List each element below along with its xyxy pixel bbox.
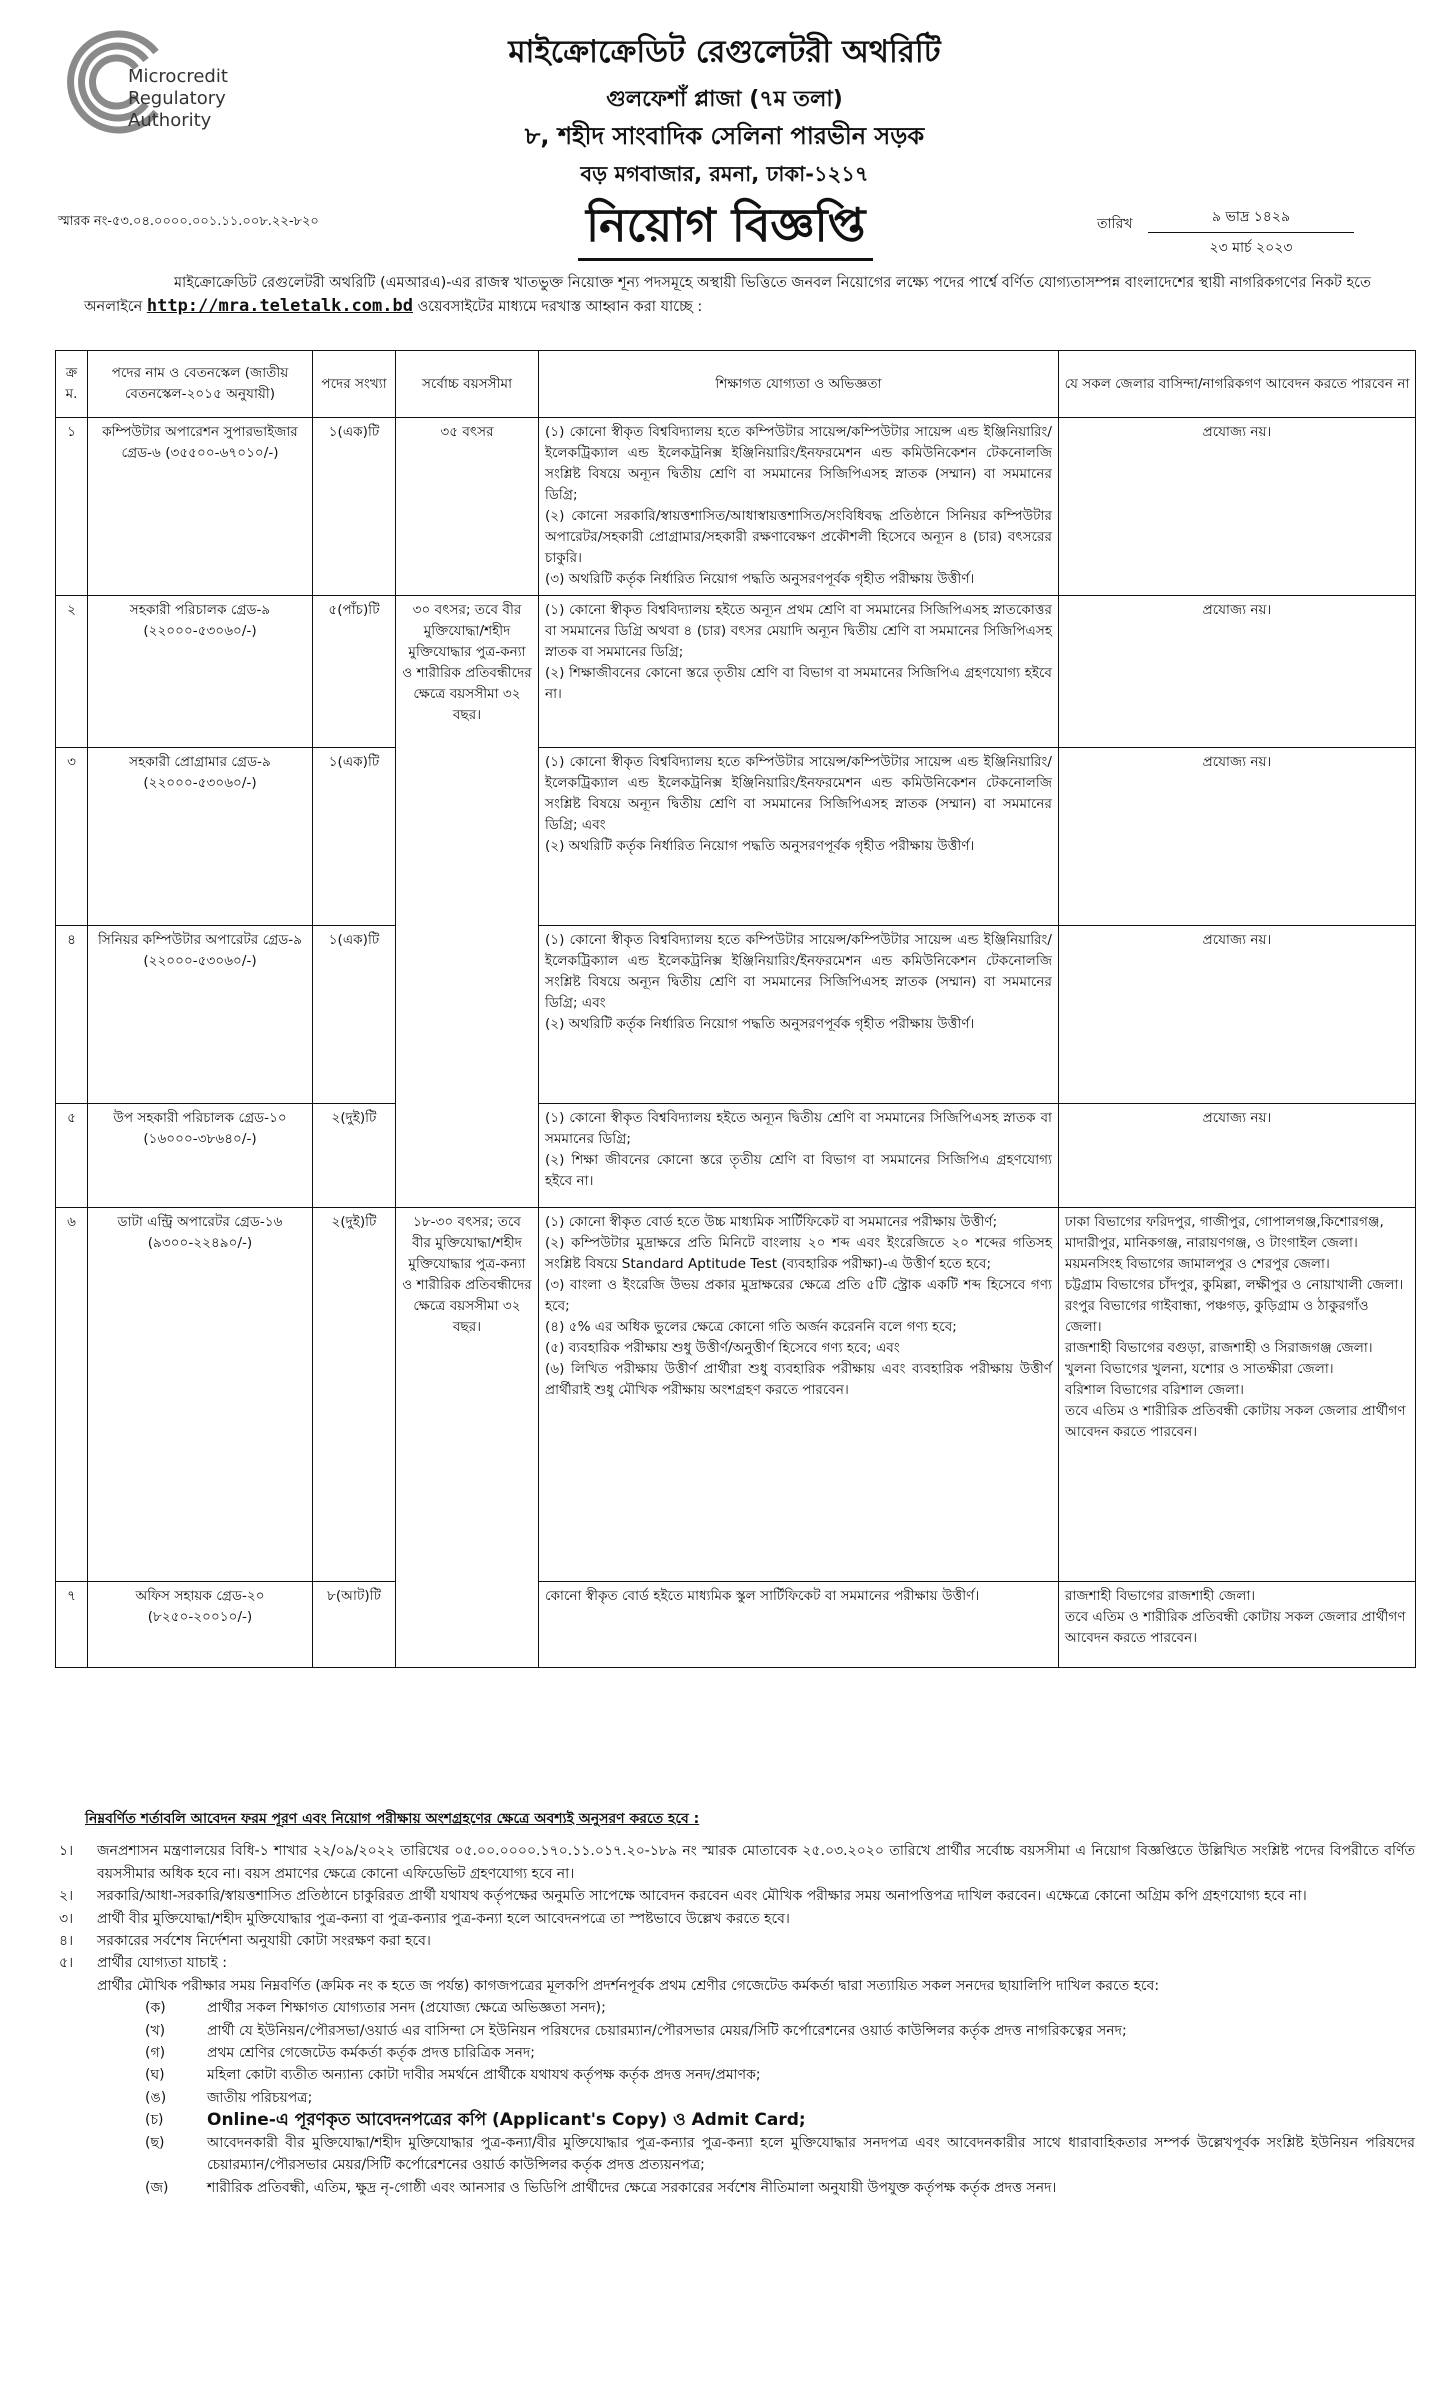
district-line: বরিশাল বিভাগের বরিশাল জেলা। xyxy=(1065,1382,1245,1398)
qualification-item: (১) কোনো স্বীকৃত বোর্ড হতে উচ্চ মাধ্যমিক সার্টিফিকেট বা সমমানের পরীক্ষায় উত্তীর্ণ; xyxy=(545,1214,998,1230)
condition-text: প্রার্থী বীর মুক্তিযোদ্ধা/শহীদ মুক্তিযোদ্ধার পুত্র-কন্যা বা পুত্র-কন্যার পুত্র-কন্যা হলে আবেদনপত্রে তা স্পষ্টভাবে উল্লেখ করতে হবে। xyxy=(97,1910,790,1927)
district-line: রাজশাহী বিভাগের বগুড়া, রাজশাহী ও সিরাজগঞ্জ জেলা। xyxy=(1065,1340,1373,1356)
district-line: ময়মনসিংহ বিভাগের জামালপুর ও শেরপুর জেলা। xyxy=(1065,1256,1330,1272)
row-districts: প্রযোজ্য নয়। xyxy=(1059,926,1416,1104)
header-count: পদের সংখ্যা xyxy=(313,351,396,418)
qualification-item: (৫) ব্যবহারিক পরীক্ষায় শুধু উত্তীর্ণ/অনুত্তীর্ণ হিসেবে গণ্য হবে; এবং xyxy=(545,1340,900,1356)
document-item xyxy=(145,2109,1415,2131)
document-text: জাতীয় পরিচয়পত্র; xyxy=(207,2089,313,2106)
row-post: অফিস সহায়ক গ্রেড-২০ (৮২৫০-২০০১০/-) xyxy=(88,1582,313,1668)
row-post: ডাটা এন্ট্রি অপারেটর গ্রেড-১৬ (৯৩০০-২২৪৯০/-) xyxy=(88,1208,313,1582)
row-serial: ৫ xyxy=(56,1104,88,1208)
row-serial: ১ xyxy=(56,418,88,596)
district-line: চট্টগ্রাম বিভাগের চাঁদপুর, কুমিল্লা, লক্ষীপুর ও নোয়াখালী জেলা। xyxy=(1065,1277,1404,1293)
document-item xyxy=(145,2132,1415,2177)
row-qualification xyxy=(539,748,1059,926)
logo-line-2: Regulatory xyxy=(128,88,226,109)
row-post: কম্পিউটার অপারেশন সুপারভাইজার গ্রেড-৬ (৩৫৫০০-৬৭০১০/-) xyxy=(88,418,313,596)
memo-number: স্মারক নং-৫৩.০৪.০০০০.০০১.১১.০০৮.২২-৮২০ xyxy=(58,214,319,229)
row-districts xyxy=(1059,1208,1416,1582)
table-row xyxy=(56,1582,1416,1668)
qualification-item: (১) কোনো স্বীকৃত বিশ্ববিদ্যালয় হইতে অন্যূন দ্বিতীয় শ্রেণি বা সমমানের সিজিপিএসহ স্নাতক বা সমমানের ডিগ্রি; xyxy=(545,1110,1052,1147)
conditions-heading: নিম্নবর্ণিত শর্তাবলি আবেদন ফরম পূরণ এবং নিয়োগ পরীক্ষায় অংশগ্রহণের ক্ষেত্রে অবশ্যই অনুসরণ করতে হবে : xyxy=(85,1811,700,1827)
condition-text: প্রার্থীর যোগ্যতা যাচাই : xyxy=(97,1955,227,1972)
qualification-item: কোনো স্বীকৃত বোর্ড হইতে মাধ্যমিক স্কুল সার্টিফিকেট বা সমমানের পরীক্ষায় উত্তীর্ণ। xyxy=(545,1588,980,1604)
notice-title: নিয়োগ বিজ্ঞপ্তি xyxy=(578,196,873,261)
condition-number: ৩। xyxy=(59,1910,74,1927)
organization-name: মাইক্রোক্রেডিট রেগুলেটরী অথরিটি xyxy=(508,34,941,70)
qualification-item: (২) কোনো সরকারি/স্বায়ত্তশাসিত/আধাস্বায়ত্তশাসিত/সংবিধিবদ্ধ প্রতিষ্ঠানে সিনিয়র কম্পিউটার অপারেটর/সহকারী প্রোগ্রামার/সহকারী রক্ষণাবেক্ষণ প্রকৌশলী হিসেবে অন্যূন ৪ (চার) বৎসরের চাকুরি। xyxy=(545,508,1052,566)
document-text: প্রথম শ্রেণির গেজেটেড কর্মকর্তা কর্তৃক প্রদত্ত চারিত্রিক সনদ; xyxy=(207,2045,535,2062)
row-districts: প্রযোজ্য নয়। xyxy=(1059,418,1416,596)
condition-item xyxy=(55,1930,1415,1952)
qualification-item: (১) কোনো স্বীকৃত বিশ্ববিদ্যালয় হতে কম্পিউটার সায়েন্স/কম্পিউটার সায়েন্স এন্ড ইঞ্জিনিয়ারিং/ ইলেকট্রিক্যাল এন্ড ইলেকট্রনিক্স ইঞ্জিনিয়ারিং/ইনফরমেশন এন্ড কমিউনিকেশন টেকনোলজি সংশ্লিষ্ট বিষয়ে অন্যূন দ্বিতীয় শ্রেণি বা সমমানের সিজিপিএসহ স্নাতক (সম্মান) বা সমমানের ডিগ্রি; এবং xyxy=(545,754,1052,833)
condition-number: ২। xyxy=(59,1888,74,1905)
qualification-item: (৪) ৫% এর অধিক ভুলের ক্ষেত্রে কোনো গতি অর্জন করেননি বলে গণ্য হবে; xyxy=(545,1319,957,1335)
row-age-merged: ১৮-৩০ বৎসর; তবে বীর মুক্তিযোদ্ধা/শহীদ মুক্তিযোদ্ধার পুত্র-কন্যা ও শারীরিক প্রতিবন্ধীদের ক্ষেত্রে বয়সসীমা ৩২ বছর। xyxy=(396,1208,539,1668)
row-serial: ৬ xyxy=(56,1208,88,1582)
logo-line-3: Authority xyxy=(128,110,212,131)
district-line: তবে এতিম ও শারীরিক প্রতিবন্ধী কোটায় সকল জেলার প্রার্থীগণ আবেদন করতে পারবেন। xyxy=(1065,1403,1406,1440)
row-serial: ৩ xyxy=(56,748,88,926)
conditions-section xyxy=(55,1808,1415,2199)
qualification-item: (২) শিক্ষা জীবনের কোনো স্তরে তৃতীয় শ্রেণি বা বিভাগ বা সমমানের সিজিপিএ গ্রহণযোগ্য হইবে না। xyxy=(545,1152,1052,1189)
row-count: ২(দুই)টি xyxy=(313,1104,396,1208)
qualification-item: (২) শিক্ষাজীবনের কোনো স্তরে তৃতীয় শ্রেণি বা বিভাগ বা সমমানের সিজিপিএ গ্রহণযোগ্য হইবে না। xyxy=(545,665,1052,702)
condition-item xyxy=(55,1908,1415,1930)
qualification-item: (২) অথরিটি কর্তৃক নির্ধারিত নিয়োগ পদ্ধতি অনুসরণপূর্বক গৃহীত পরীক্ষায় উত্তীর্ণ। xyxy=(545,838,975,854)
document-label: (ঘ) xyxy=(145,2067,165,2084)
row-districts: প্রযোজ্য নয়। xyxy=(1059,596,1416,748)
table-row xyxy=(56,1208,1416,1582)
condition-item xyxy=(55,1885,1415,1907)
row-post: উপ সহকারী পরিচালক গ্রেড-১০ (১৬০০০-৩৮৬৪০/-) xyxy=(88,1104,313,1208)
condition-text: জনপ্রশাসন মন্ত্রণালয়ের বিধি-১ শাখার ২২/০৯/২০২২ তারিখের ০৫.০০.০০০০.১৭০.১১.০১৭.২০-১৮৯ নং স্মারক মোতাবেক ২৫.০৩.২০২০ তারিখে প্রার্থীর সর্বোচ্চ বয়সসীমা এ নিয়োগ বিজ্ঞপ্তিতে উল্লিখিত সংশ্লিষ্ট পদের বিপরীতে বর্ণিত বয়সসীমার অধিক হবে না। বয়স প্রমাণের ক্ষেত্রে কোনো এফিডেভিট গ্রহণযোগ্য হবে না। xyxy=(97,1843,1415,1882)
document-label: (ছ) xyxy=(145,2134,165,2151)
district-line: রংপুর বিভাগের গাইবান্ধা, পঞ্চগড়, কুড়িগ্রাম ও ঠাকুরগাঁও জেলা। xyxy=(1065,1298,1369,1335)
date-box xyxy=(1148,202,1354,263)
row-qualification xyxy=(539,1104,1059,1208)
document-label: (ক) xyxy=(145,2000,166,2017)
qualification-item: (৬) লিখিত পরীক্ষায় উত্তীর্ণ প্রার্থীরা শুধু ব্যবহারিক পরীক্ষায় এবং ব্যবহারিক পরীক্ষায় উত্তীর্ণ প্রার্থীরাই শুধু মৌখিক পরীক্ষায় অংশগ্রহণ করতে পারবেন। xyxy=(545,1361,1052,1398)
row-qualification xyxy=(539,596,1059,748)
document-item xyxy=(145,1997,1415,2019)
row-serial: ৭ xyxy=(56,1582,88,1668)
row-count: ১(এক)টি xyxy=(313,748,396,926)
row-districts: প্রযোজ্য নয়। xyxy=(1059,1104,1416,1208)
document-text: শারীরিক প্রতিবন্ধী, এতিম, ক্ষুদ্র নৃ-গোষ্ঠী এবং আনসার ও ভিডিপি প্রার্থীদের ক্ষেত্রে সরকারের সর্বশেষ নীতিমালা অনুযায়ী উপযুক্ত কর্তৃপক্ষ কর্তৃক প্রদত্ত সনদ। xyxy=(207,2179,1057,2196)
header-serial: ক্র ম. xyxy=(56,351,88,418)
district-line: রাজশাহী বিভাগের রাজশাহী জেলা। xyxy=(1065,1588,1256,1604)
header-post: পদের নাম ও বেতনস্কেল (জাতীয় বেতনস্কেল-২০১৫ অনুযায়ী) xyxy=(88,351,313,418)
table-row xyxy=(56,926,1416,1104)
condition-item xyxy=(55,1840,1415,1885)
date-english: ২৩ মার্চ ২০২৩ xyxy=(1209,240,1293,256)
document-text: প্রার্থীর সকল শিক্ষাগত যোগ্যতার সনদ (প্রযোজ্য ক্ষেত্রে অভিজ্ঞতা সনদ); xyxy=(207,2000,606,2017)
address-line-1: গুলফেশাঁ প্লাজা (৭ম তলা) xyxy=(606,87,843,112)
condition-number: ১। xyxy=(59,1843,74,1860)
condition-text: প্রার্থীর মৌখিক পরীক্ষার সময় নিম্নবর্ণিত (ক্রমিক নং ক হতে জ পর্যন্ত) কাগজপত্রের মূলকপি প্রদর্শনপূর্বক প্রথম শ্রেণীর গেজেটেড কর্মকর্তা দ্বারা সত্যায়িত সকল সনদের ছায়ালিপি দাখিল করতে হবে: xyxy=(97,1977,1160,1994)
table-row xyxy=(56,596,1416,748)
header-qualification: শিক্ষাগত যোগ্যতা ও অভিজ্ঞতা xyxy=(539,351,1059,418)
table-row xyxy=(56,418,1416,596)
qualification-item: (২) কম্পিউটার মুদ্রাক্ষরে প্রতি মিনিটে বাংলায় ২০ শব্দ এবং ইংরেজিতে ২০ শব্দের গতিসহ সংশ্লিষ্ট বিষয়ে Standard Aptitude Test (ব্যবহারিক পরীক্ষা)-এ উত্তীর্ণ হতে হবে; xyxy=(545,1235,1052,1272)
document-text: আবেদনকারী বীর মুক্তিযোদ্ধা/শহীদ মুক্তিযোদ্ধার পুত্র-কন্যা/বীর মুক্তিযোদ্ধার পুত্র-কন্যার পুত্র-কন্যা হলে মুক্তিযোদ্ধার সনদপত্র এবং আবেদনকারীর সাথে ধারাবাহিকতার সম্পর্ক উল্লেখপূর্বক সংশ্লিষ্ট ইউনিয়ন পরিষদের চেয়ারম্যান/পৌরসভার মেয়র/সিটি কর্পোরেশনের ওয়ার্ড কাউন্সিলর কর্তৃক প্রদত্ত প্রত্যয়নপত্র; xyxy=(207,2134,1415,2174)
qualification-item: (৩) অথরিটি কর্তৃক নির্ধারিত নিয়োগ পদ্ধতি অনুসরণপূর্বক গৃহীত পরীক্ষায় উত্তীর্ণ। xyxy=(545,571,975,587)
row-serial: ৪ xyxy=(56,926,88,1104)
row-post: সহকারী প্রোগ্রামার গ্রেড-৯ (২২০০০-৫৩০৬০/-) xyxy=(88,748,313,926)
header-age: সর্বোচ্চ বয়সসীমা xyxy=(396,351,539,418)
date-bangla: ৯ ভাদ্র ১৪২৯ xyxy=(1148,202,1354,233)
document-label: (খ) xyxy=(145,2022,166,2039)
row-age: ৩৫ বৎসর xyxy=(396,418,539,596)
intro-text-after: ওয়েবসাইটের মাধ্যমে দরখাস্ত আহ্বান করা যাচ্ছে : xyxy=(417,299,703,315)
document-item xyxy=(145,2177,1415,2199)
document-item xyxy=(145,2042,1415,2064)
condition-number: ৫। xyxy=(59,1955,74,1972)
vacancy-table xyxy=(55,350,1416,1668)
condition-item5-intro xyxy=(55,1975,1415,1997)
condition-number: ৪। xyxy=(59,1933,74,1950)
table-row xyxy=(56,1104,1416,1208)
row-count: ৫(পাঁচ)টি xyxy=(313,596,396,748)
row-post: সহকারী পরিচালক গ্রেড-৯ (২২০০০-৫৩০৬০/-) xyxy=(88,596,313,748)
district-line: খুলনা বিভাগের খুলনা, যশোর ও সাতক্ষীরা জেলা। xyxy=(1065,1361,1334,1377)
table-row xyxy=(56,748,1416,926)
logo-line-1: Microcredit xyxy=(128,66,228,87)
document-item xyxy=(145,2064,1415,2086)
condition-item xyxy=(55,1952,1415,1974)
row-qualification xyxy=(539,1208,1059,1582)
row-count: ১(এক)টি xyxy=(313,926,396,1104)
condition-text: সরকারের সর্বশেষ নির্দেশনা অনুযায়ী কোটা সংরক্ষণ করা হবে। xyxy=(97,1933,431,1950)
row-districts xyxy=(1059,1582,1416,1668)
condition-text: সরকারি/আধা-সরকারি/স্বায়ত্তশাসিত প্রতিষ্ঠানে চাকুরিরত প্রার্থী যথাযথ কর্তৃপক্ষের অনুমতি সাপেক্ষে আবেদন করবেন এবং মৌখিক পরীক্ষার সময় অনাপত্তিপত্র দাখিল করবেন। এক্ষেত্রে কোনো অগ্রিম কপি গ্রহণযোগ্য হবে না। xyxy=(97,1888,1307,1905)
address-line-3: বড় মগবাজার, রমনা, ঢাকা-১২১৭ xyxy=(580,162,869,186)
document-label: (গ) xyxy=(145,2045,166,2062)
row-districts: প্রযোজ্য নয়। xyxy=(1059,748,1416,926)
row-qualification xyxy=(539,418,1059,596)
row-qualification xyxy=(539,1582,1059,1668)
row-count: ১(এক)টি xyxy=(313,418,396,596)
qualification-item: (১) কোনো স্বীকৃত বিশ্ববিদ্যালয় হতে কম্পিউটার সায়েন্স/কম্পিউটার সায়েন্স এন্ড ইঞ্জিনিয়ারিং/ইলেকট্রিক্যাল এন্ড ইলেকট্রনিক্স ইঞ্জিনিয়ারিং/ইনফরমেশন এন্ড কমিউনিকেশন টেকনোলজি সংশ্লিষ্ট বিষয়ে অন্যূন দ্বিতীয় শ্রেণি বা সমমানের সিজিপিএসহ স্নাতক (সম্মান) বা সমমানের ডিগ্রি; এবং xyxy=(545,932,1052,1011)
intro-text-before: মাইক্রোক্রেডিট রেগুলেটরী অথরিটি (এমআরএ)-এর রাজস্ব খাতভুক্ত নিয়োক্ত শূন্য পদসমূহে অস্থায়ী ভিত্তিতে জনবল নিয়োগের লক্ষ্যে পদের পার্শ্বে বর্ণিত যোগ্যতাসম্পন্ন বাংলাদেশের স্থায়ী নাগরিকগণের নিকট হতে অনলাইনে xyxy=(84,275,1371,315)
document-label: (জ) xyxy=(145,2179,169,2196)
qualification-item: (১) কোনো স্বীকৃত বিশ্ববিদ্যালয় হতে কম্পিউটার সায়েন্স/কম্পিউটার সায়েন্স এন্ড ইঞ্জিনিয়ারিং/ইলেকট্রিক্যাল এন্ড ইলেকট্রনিক্স ইঞ্জিনিয়ারিং/ইনফরমেশন এন্ড কমিউনিকেশন টেকনোলজি সংশ্লিষ্ট বিষয়ে অন্যূন দ্বিতীয় শ্রেণি বা সমমানের সিজিপিএসহ স্নাতক (সম্মান) বা সমমানের ডিগ্রি; xyxy=(545,424,1052,503)
address-line-2: ৮, শহীদ সাংবাদিক সেলিনা পারভীন সড়ক xyxy=(524,122,925,150)
district-line: ঢাকা বিভাগের ফরিদপুর, গাজীপুর, গোপালগঞ্জ,কিশোরগঞ্জ, মাদারীপুর, মানিকগঞ্জ, নারায়ণগঞ্জ, ও টাংগাইল জেলা। xyxy=(1065,1214,1384,1251)
header-districts: যে সকল জেলার বাসিন্দা/নাগরিকগণ আবেদন করতে পারবেন না xyxy=(1059,351,1416,418)
intro-paragraph xyxy=(84,272,1404,319)
document-text: মহিলা কোটা ব্যতীত অন্যান্য কোটা দাবীর সমর্থনে প্রার্থীকে যথাযথ কর্তৃপক্ষ কর্তৃক প্রদত্ত সনদ/প্রমাণক; xyxy=(207,2067,761,2084)
document-text: Online-এ পূরণকৃত আবেদনপত্রের কপি (Applicant's Copy) ও Admit Card; xyxy=(207,2110,806,2131)
row-post: সিনিয়র কম্পিউটার অপারেটর গ্রেড-৯ (২২০০০-৫৩০৬০/-) xyxy=(88,926,313,1104)
qualification-item: (৩) বাংলা ও ইংরেজি উভয় প্রকার মুদ্রাক্ষরের ক্ষেত্রে প্রতি ৫টি স্ট্রোক একটি শব্দ হিসেবে গণ্য হবে; xyxy=(545,1277,1052,1314)
document-text: প্রার্থী যে ইউনিয়ন/পৌরসভা/ওয়ার্ড এর বাসিন্দা সে ইউনিয়ন পরিষদের চেয়ারম্যান/পৌরসভার মেয়র/সিটি কর্পোরেশনের ওয়ার্ড কাউন্সিলর কর্তৃক প্রদত্ত নাগরিকত্বের সনদ; xyxy=(207,2022,1127,2039)
row-qualification xyxy=(539,926,1059,1104)
document-item xyxy=(145,2020,1415,2042)
document-label: (ঙ) xyxy=(145,2089,167,2106)
district-line: তবে এতিম ও শারীরিক প্রতিবন্ধী কোটায় সকল জেলার প্রার্থীগণ আবেদন করতে পারবেন। xyxy=(1065,1609,1406,1646)
application-website-link[interactable]: http://mra.teletalk.com.bd xyxy=(146,296,413,316)
qualification-item: (২) অথরিটি কর্তৃক নির্ধারিত নিয়োগ পদ্ধতি অনুসরণপূর্বক গৃহীত পরীক্ষায় উত্তীর্ণ। xyxy=(545,1016,975,1032)
document-item xyxy=(145,2087,1415,2109)
document-label: (চ) xyxy=(145,2112,164,2129)
row-count: ২(দুই)টি xyxy=(313,1208,396,1582)
qualification-item: (১) কোনো স্বীকৃত বিশ্ববিদ্যালয় হইতে অন্যূন প্রথম শ্রেণি বা সমমানের সিজিপিএসহ স্নাতকোত্তর বা সমমানের ডিগ্রি অথবা ৪ (চার) বৎসর মেয়াদি অন্যূন দ্বিতীয় শ্রেণি বা সমমানের সিজিপিএসহ স্নাতক বা সমমানের ডিগ্রি; xyxy=(545,602,1052,660)
row-serial: ২ xyxy=(56,596,88,748)
row-count: ৮(আট)টি xyxy=(313,1582,396,1668)
date-label: তারিখ xyxy=(1097,216,1133,232)
table-header-row xyxy=(56,351,1416,418)
row-age-merged: ৩০ বৎসর; তবে বীর মুক্তিযোদ্ধা/শহীদ মুক্তিযোদ্ধার পুত্র-কন্যা ও শারীরিক প্রতিবন্ধীদের ক্ষেত্রে বয়সসীমা ৩২ বছর। xyxy=(396,596,539,1208)
